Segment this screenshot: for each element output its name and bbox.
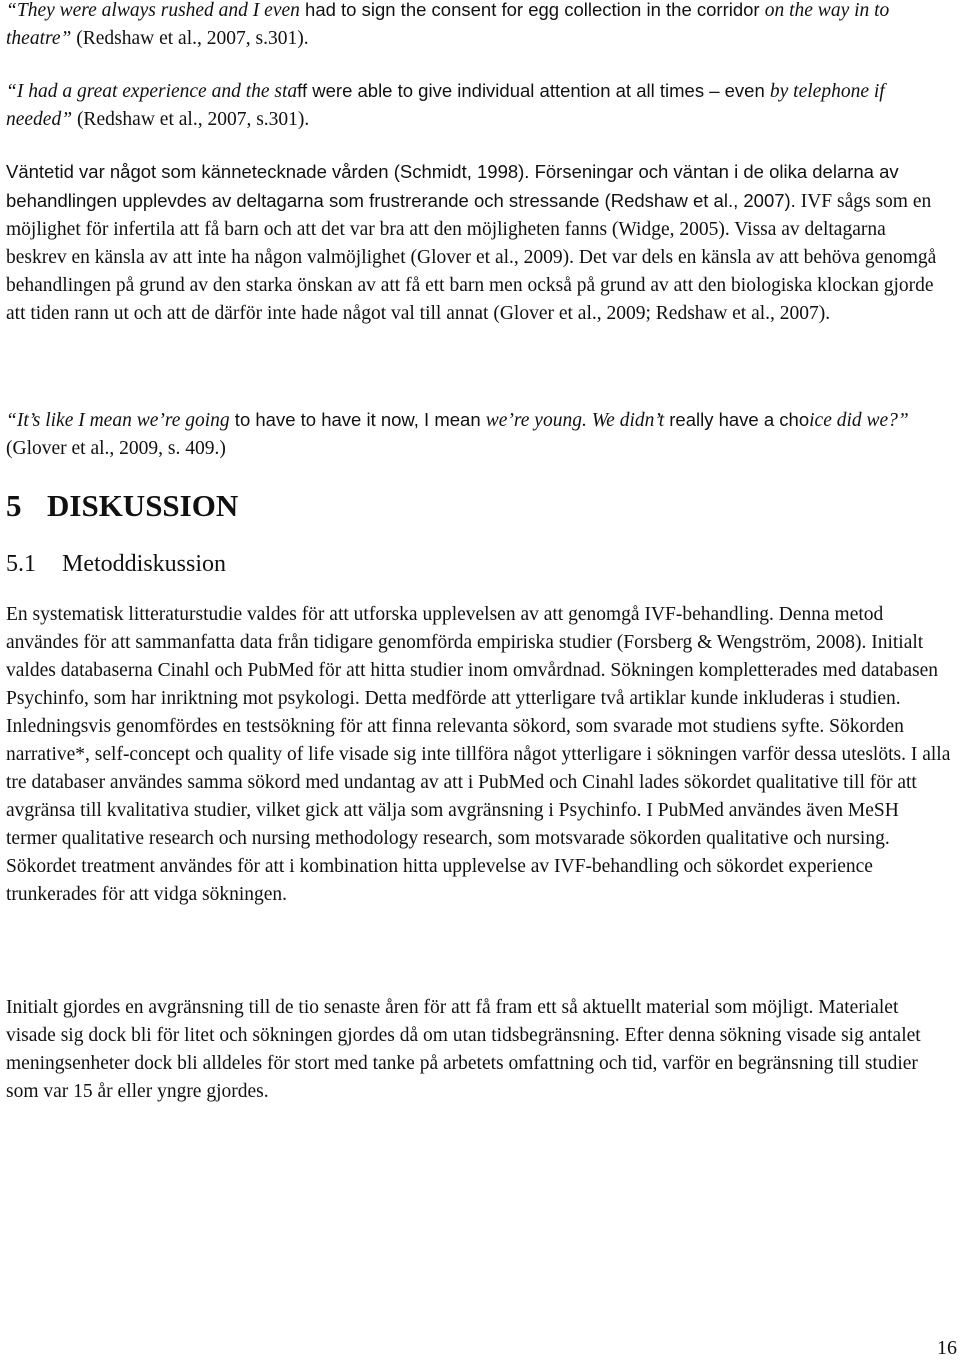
citation: (Glover et al., 2009, s. 409.)	[6, 438, 226, 459]
paragraph-waiting	[6, 158, 951, 328]
quote-redshaw-consent	[6, 0, 951, 53]
sentence: I PubMed användes även MeSH termer qualitative research och nursing methodology research, som motsvarade sökorden qualitative och nursing.	[6, 800, 899, 849]
sentence: Förseningar och väntan i de olika delarna av behandlingen upplevdes av deltagarna som frustrerande och stressande (Redshaw et al., 2007).	[6, 161, 899, 211]
citation: (Redshaw et al., 2007, s.301).	[71, 28, 309, 49]
sentence: Vissa av deltagarna beskrev en känsla av att inte ha någon valmöjlighet (Glover et al., 2009).	[6, 219, 886, 268]
quote-italic-text: on the way in to theatre”	[6, 0, 890, 49]
heading-diskussion	[6, 486, 238, 526]
quote-italic-text: “It’s like I mean we’re going	[6, 410, 230, 431]
quote-italic-text: we’re young. We didn’t	[485, 410, 665, 431]
quote-plain-text: to have to have it now, I mean	[229, 409, 486, 430]
quote-redshaw-experience	[6, 77, 951, 134]
sentence: Detta medförde att ytterligare två artiklar kunde inkluderas i studien.	[359, 688, 901, 709]
sentence: Inledningsvis genomfördes en testsökning för att finna relevanta sökord, som svarade mot studiens syfte.	[6, 716, 825, 737]
sentence: Väntetid var något som kännetecknade vården (Schmidt, 1998).	[6, 161, 530, 182]
heading-number: 5.1	[6, 551, 36, 577]
quote-plain-text: had to sign the consent for egg collection in the corridor	[299, 0, 765, 20]
heading-title: DISKUSSION	[47, 488, 239, 523]
sentence: En systematisk litteraturstudie valdes för att utforska upplevelsen av att genomgå IVF-behandling.	[6, 604, 774, 625]
sentence: Det var dels en känsla av att behöva genomgå behandlingen på grund av den starka önskan av att få ett barn men också på grund av att den biologiska klockan gjorde att tiden rann ut och att de därför inte hade något val till annat (Glover et al., 2009; Redshaw et al., 2007).	[6, 247, 937, 324]
sentence: IVF sågs som en möjlighet för infertila att få barn och att det var bra att den möjligheten fanns (Widge, 2005).	[6, 191, 932, 240]
quote-italic-text: “I had a great experience and the sta	[6, 81, 298, 102]
quote-italic-text: ice did we?”	[809, 410, 909, 431]
heading-number: 5	[6, 488, 22, 523]
heading-title: Metoddiskussion	[62, 551, 227, 577]
sentence: Sökordet treatment användes för att i kombination hitta upplevelse av IVF-behandling och sökordet experience trunkerades för att vidga sökningen.	[6, 856, 873, 905]
sentence: Sökorden narrative*, self-concept och quality of life visade sig inte tillföra något ytterligare i sökningen varför dessa uteslöts.	[6, 716, 906, 765]
page-number: 16	[937, 1337, 957, 1359]
sentence: I alla tre databaser användes samma sökord med undantag av att i PubMed och Cinahl lades sökordet qualitative till för att avgränsa till kvalitativa studier, vilket gick att välja som avgränsning i Psychinfo.	[6, 744, 951, 821]
sentence: Denna metod användes för att sammanfatta data från tidigare genomförda empiriska studier (Forsberg & Wengström, 2008).	[6, 604, 884, 653]
quote-italic-text: by telephone if needed”	[6, 81, 885, 130]
sentence: Initialt valdes databaserna Cinahl och PubMed för att hitta studier inom omvårdnad.	[6, 632, 924, 681]
heading-metoddiskussion	[6, 548, 226, 580]
quote-plain-text: really have a cho	[664, 409, 810, 430]
quote-italic-text: “They were always rushed and I even	[6, 0, 300, 21]
quote-plain-text: ff were able to give individual attention at all times – even	[297, 80, 770, 101]
paragraph-limitation: Initialt gjordes en avgränsning till de tio senaste åren för att få fram ett så aktuellt material som möjligt. Materialet visade sig dock bli för litet och sökningen gjordes då om utan tidsbegränsning. Efter denna sökning visade sig antalet meningsenheter dock bli alldeles för stort med tanke på arbetets omfattning och tid, varför en begränsning till studier som var 15 år eller yngre gjordes.	[6, 997, 921, 1102]
paragraph-method	[6, 601, 951, 909]
sentence: Sökningen kompletterades med databasen Psychinfo, som har inriktning mot psykologi.	[6, 660, 938, 709]
quote-glover	[6, 406, 951, 463]
citation: (Redshaw et al., 2007, s.301).	[72, 109, 310, 130]
